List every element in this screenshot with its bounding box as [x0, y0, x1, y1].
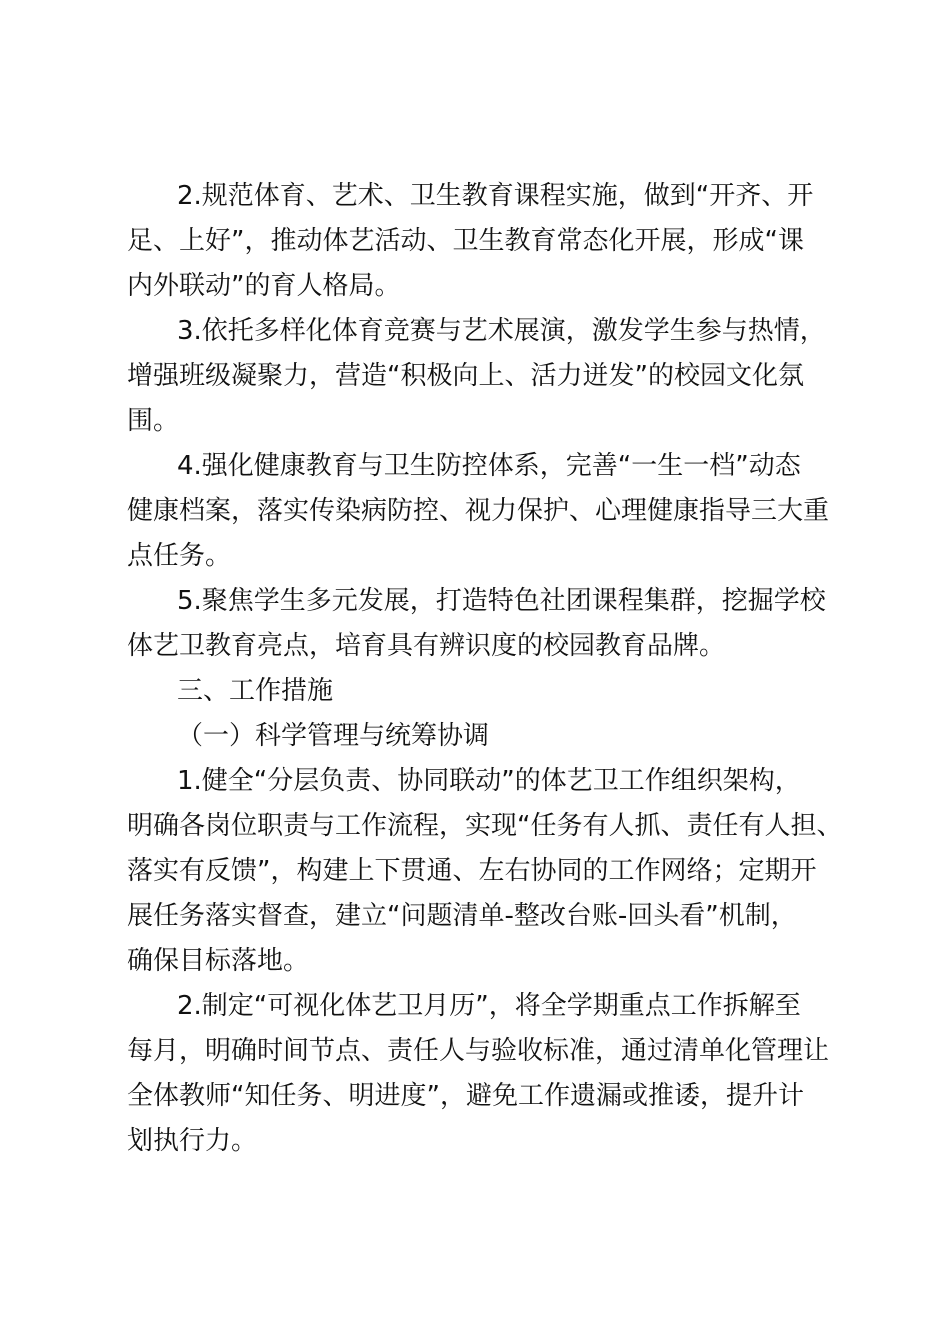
- measure-2-line-4: 划执行力。: [127, 1126, 258, 1156]
- paragraph-5-line-2: 体艺卫教育亮点，培育具有辨识度的校园教育品牌。: [127, 631, 726, 661]
- measure-2-line-1: 2.制定“可视化体艺卫月历”，将全学期重点工作拆解至: [177, 991, 801, 1021]
- paragraph-2-line-1: 2.规范体育、艺术、卫生教育课程实施，做到“开齐、开: [177, 181, 814, 211]
- paragraph-4-line-3: 点任务。: [127, 541, 232, 571]
- paragraph-2-line-2: 足、上好”，推动体艺活动、卫生教育常态化开展，形成“课: [127, 226, 804, 256]
- paragraph-4-line-2: 健康档案，落实传染病防控、视力保护、心理健康指导三大重: [127, 496, 830, 526]
- measure-1-line-5: 确保目标落地。: [127, 946, 310, 976]
- paragraph-3-line-3: 围。: [127, 406, 180, 436]
- measure-2-line-2: 每月，明确时间节点、责任人与验收标准，通过清单化管理让: [127, 1036, 830, 1066]
- subsection-heading: （一）科学管理与统筹协调: [177, 721, 490, 751]
- measure-1-line-3: 落实有反馈”，构建上下贯通、左右协同的工作网络；定期开: [127, 856, 817, 886]
- paragraph-3-line-1: 3.依托多样化体育竞赛与艺术展演，激发学生参与热情，: [177, 316, 826, 346]
- paragraph-4-line-1: 4.强化健康教育与卫生防控体系，完善“一生一档”动态: [177, 451, 801, 481]
- paragraph-3-line-2: 增强班级凝聚力，营造“积极向上、活力迸发”的校园文化氛: [127, 361, 804, 391]
- paragraph-2-line-3: 内外联动”的育人格局。: [127, 271, 401, 301]
- section-heading: 三、工作措施: [177, 676, 334, 706]
- measure-2-line-3: 全体教师“知任务、明进度”，避免工作遗漏或推诿，提升计: [127, 1081, 804, 1111]
- measure-1-line-1: 1.健全“分层负责、协同联动”的体艺卫工作组织架构，: [177, 766, 801, 796]
- measure-1-line-4: 展任务落实督查，建立“问题清单-整改台账-回头看”机制，: [127, 901, 797, 931]
- measure-1-line-2: 明确各岗位职责与工作流程，实现“任务有人抓、责任有人担、: [127, 811, 843, 841]
- paragraph-5-line-1: 5.聚焦学生多元发展，打造特色社团课程集群，挖掘学校: [177, 586, 826, 616]
